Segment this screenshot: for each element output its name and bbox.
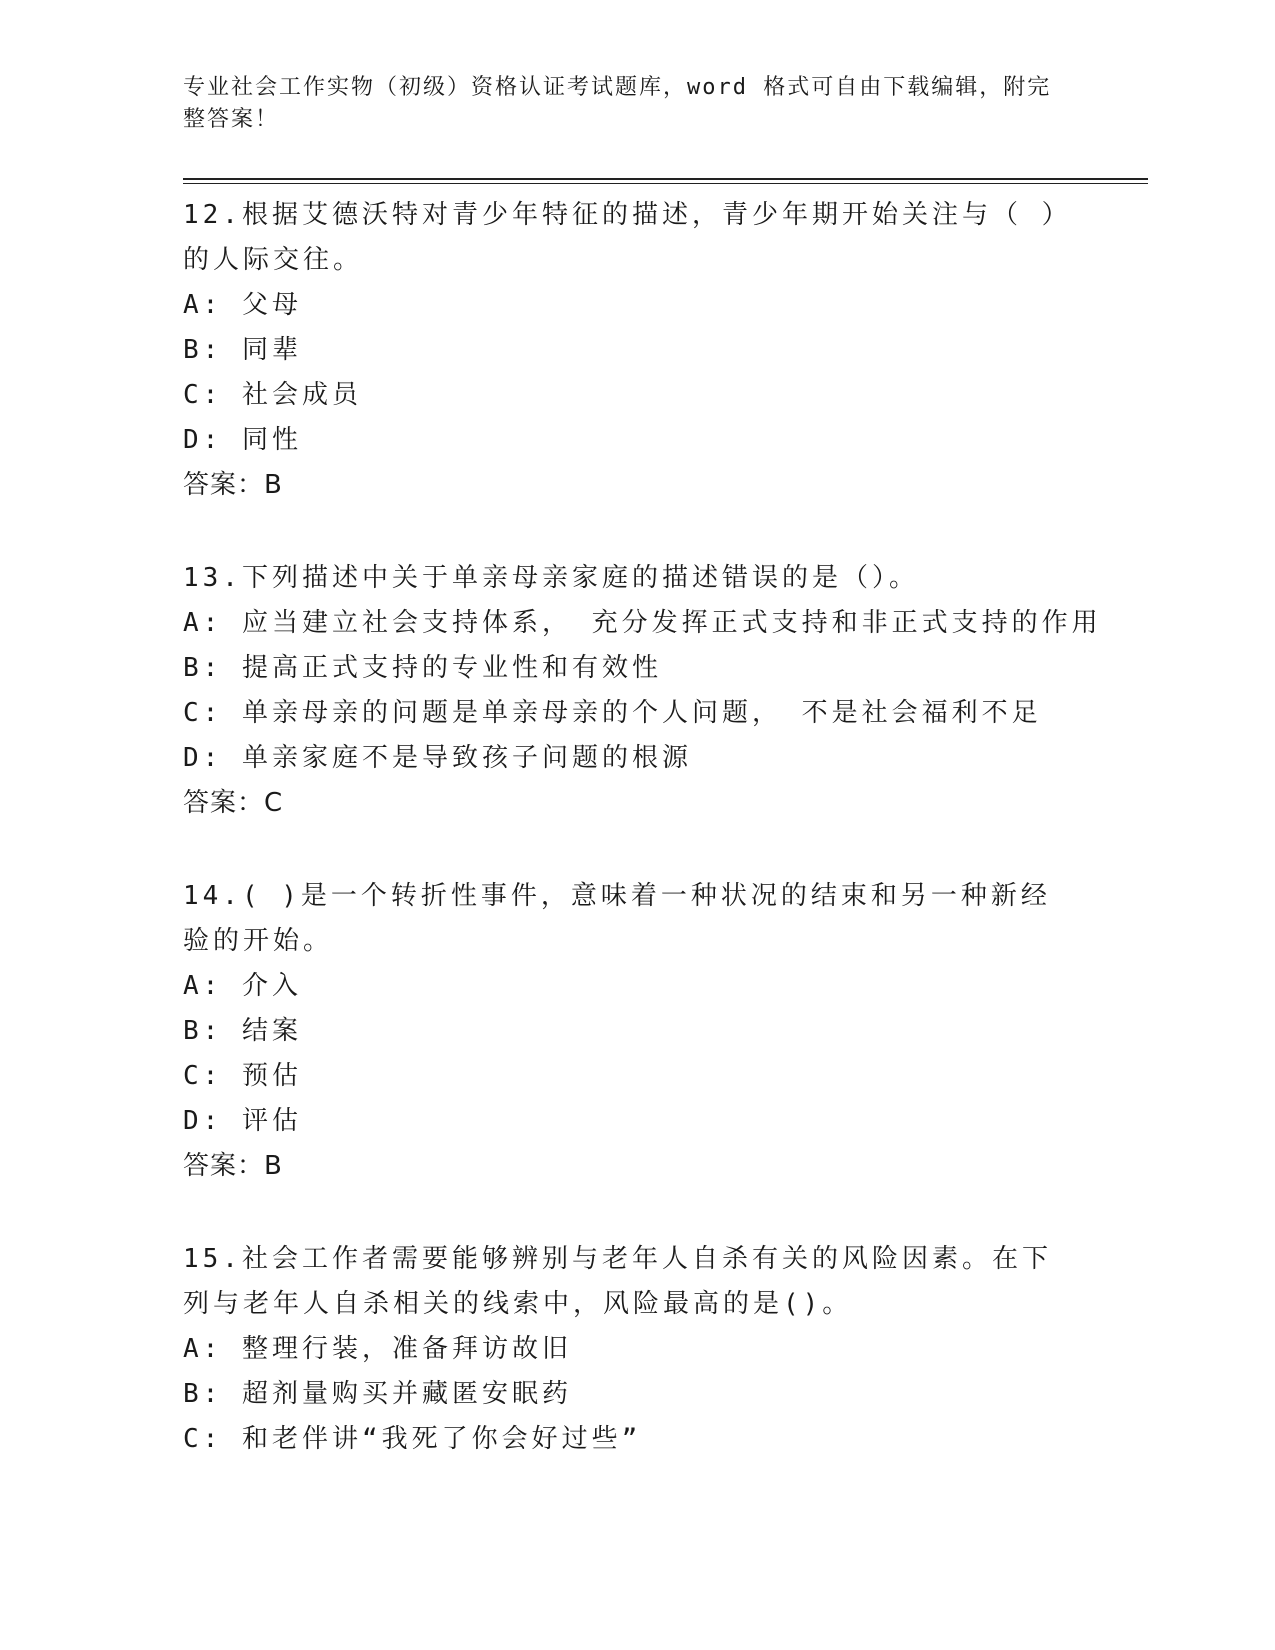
answer-line: 答案：C [183,788,284,818]
document-header: 专业社会工作实物（初级）资格认证考试题库，word 格式可自由下载编辑，附完整答案！ [183,75,1052,132]
option-a: A: 父母 [183,290,302,320]
question-text: 15.社会工作者需要能够辨别与老年人自杀有关的风险因素。在下列与老年人自杀相关的线索中，风险最高的是()。 [183,1244,1052,1319]
option-a: A: 应当建立社会支持体系， 充分发挥正式支持和非正式支持的作用 [183,608,1102,638]
answer-line: 答案：B [183,470,283,500]
question-text: 12.根据艾德沃特对青少年特征的描述，青少年期开始关注与（ ）的人际交往。 [183,200,1059,275]
question-12 [183,193,1083,508]
question-14 [183,874,1083,1189]
option-b: B: 结案 [183,1016,302,1046]
option-d: D: 单亲家庭不是导致孩子问题的根源 [183,743,692,773]
question-text: 13.下列描述中关于单亲母亲家庭的描述错误的是（）。 [183,563,919,593]
header-divider-thick [183,178,1148,180]
option-b: B: 超剂量购买并藏匿安眠药 [183,1379,572,1409]
question-13 [183,556,1102,826]
question-text: 14.( )是一个转折性事件，意味着一种状况的结束和另一种新经验的开始。 [183,881,1051,956]
option-b: B: 提高正式支持的专业性和有效性 [183,653,662,683]
question-list [183,193,1102,1510]
header-divider-thin [183,183,1148,184]
option-c: C: 社会成员 [183,380,362,410]
option-a: A: 整理行装，准备拜访故旧 [183,1334,572,1364]
option-c: C: 预估 [183,1061,302,1091]
option-c: C: 单亲母亲的问题是单亲母亲的个人问题， 不是社会福利不足 [183,698,1042,728]
question-15 [183,1237,1083,1462]
option-a: A: 介入 [183,971,302,1001]
option-c: C: 和老伴讲“我死了你会好过些” [183,1424,642,1454]
answer-line: 答案：B [183,1151,283,1181]
option-d: D: 评估 [183,1106,302,1136]
option-b: B: 同辈 [183,335,302,365]
option-d: D: 同性 [183,425,302,455]
